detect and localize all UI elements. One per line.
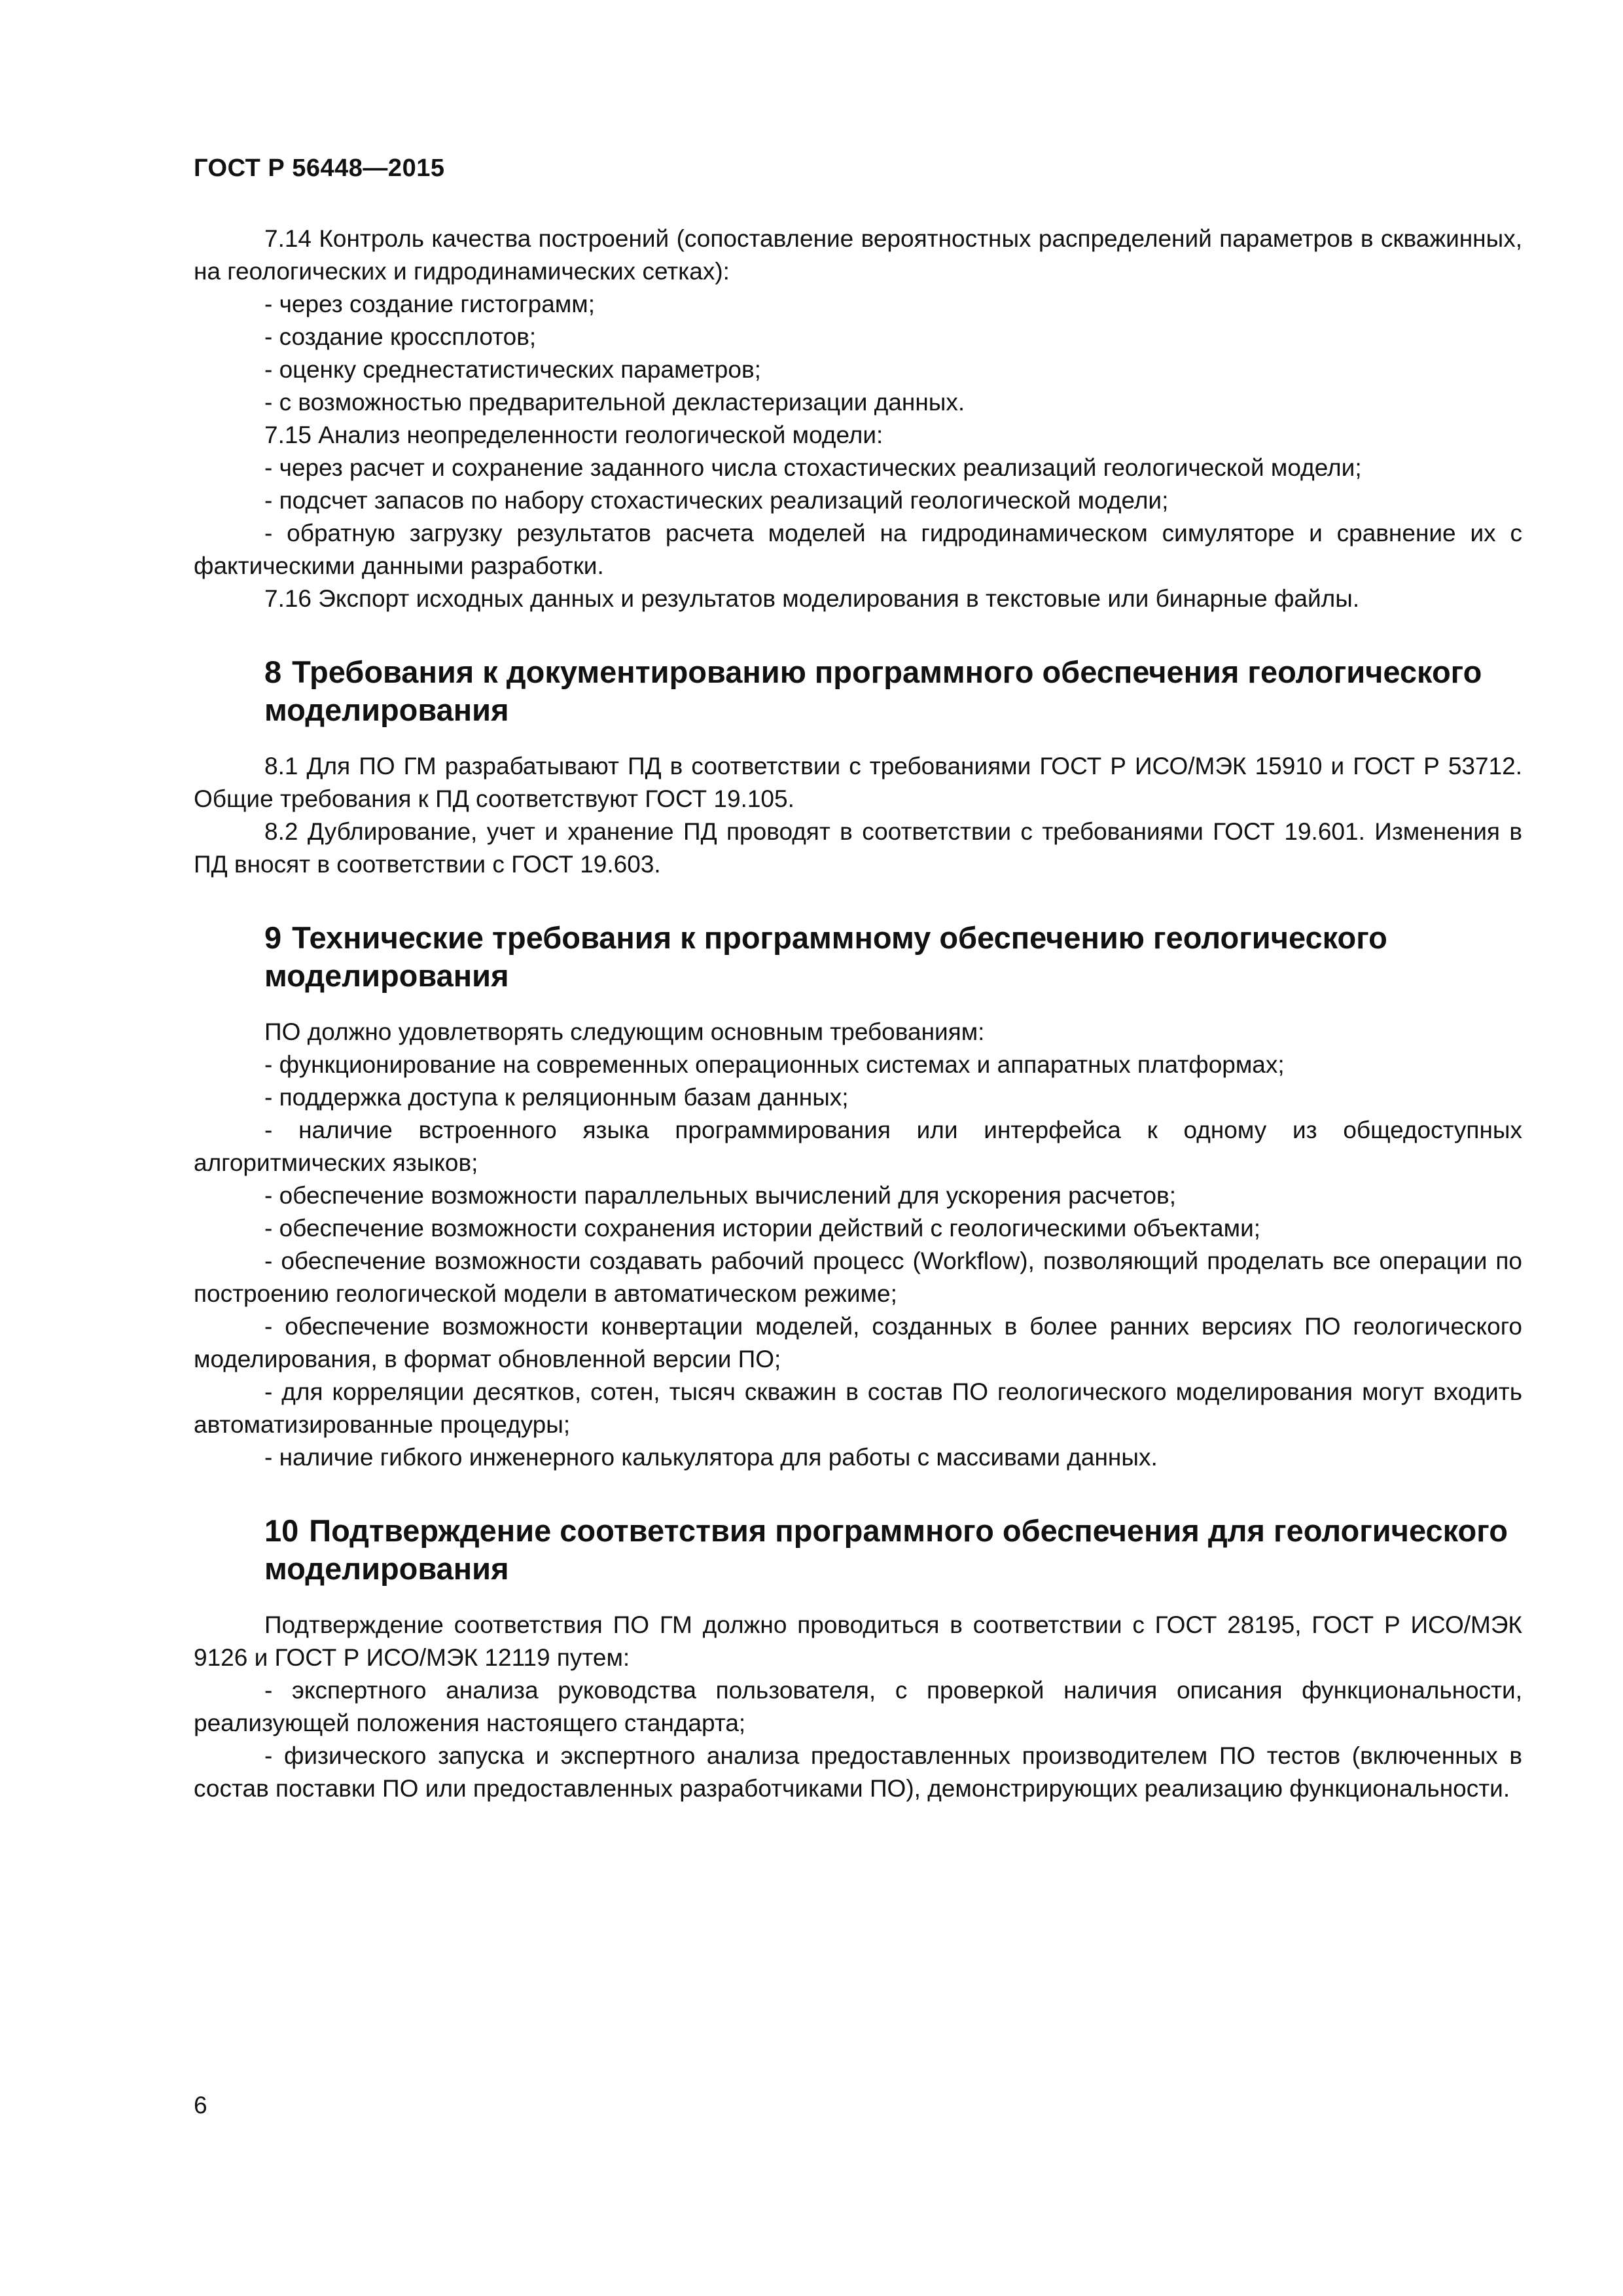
list-item: - для корреляции десятков, сотен, тысяч скважин в состав ПО геологического моделирования могут входить автоматизированные процедуры; xyxy=(194,1378,1522,1438)
section-10-heading xyxy=(264,1512,1522,1588)
page-number: 6 xyxy=(194,2092,207,2119)
list-item: - с возможностью предварительной декластеризации данных. xyxy=(264,389,965,416)
clause-8-1: 8.1 Для ПО ГМ разрабатывают ПД в соответствии с требованиями ГОСТ Р ИСО/МЭК 15910 и ГОСТ Р 53712. Общие требования к ПД соответствуют ГОСТ 19.105. xyxy=(194,753,1522,812)
list-item: - через создание гистограмм; xyxy=(264,291,595,317)
section-8-heading xyxy=(264,653,1522,729)
document-id-header: ГОСТ Р 56448—2015 xyxy=(194,154,445,182)
clause-7-16: 7.16 Экспорт исходных данных и результатов моделирования в текстовые или бинарные файлы. xyxy=(264,585,1360,612)
list-item: - обеспечение возможности параллельных вычислений для ускорения расчетов; xyxy=(264,1182,1176,1209)
clause-8-2: 8.2 Дублирование, учет и хранение ПД проводят в соответствии с требованиями ГОСТ 19.601. Изменения в ПД вносят в соответствии с ГОСТ 19.603. xyxy=(194,818,1522,878)
clause-7-14: 7.14 Контроль качества построений (сопоставление вероятностных распределений параметров в скважинных, на геологических и гидродинамических сетках): xyxy=(194,225,1522,285)
list-item: - экспертного анализа руководства пользователя, с проверкой наличия описания функциональности, реализующей положения настоящего стандарта; xyxy=(194,1677,1522,1736)
list-item: - обеспечение возможности создавать рабочий процесс (Workflow), позволяющий проделать все операции по построению геологической модели в автоматическом режиме; xyxy=(194,1247,1522,1307)
list-item: - поддержка доступа к реляционным базам данных; xyxy=(264,1084,849,1111)
section-number: 10 xyxy=(264,1513,299,1548)
list-item: - подсчет запасов по набору стохастических реализаций геологической модели; xyxy=(264,487,1169,514)
list-item: - обеспечение возможности конвертации моделей, созданных в более ранних версиях ПО геологического моделирования, в формат обновленной версии ПО; xyxy=(194,1313,1522,1372)
list-item: - оценку среднестатистических параметров; xyxy=(264,356,761,383)
list-item: - наличие гибкого инженерного калькулятора для работы с массивами данных. xyxy=(264,1444,1158,1471)
list-item: - обратную загрузку результатов расчета моделей на гидродинамическом симуляторе и сравнение их с фактическими данными разработки. xyxy=(194,520,1522,579)
clause-7-15: 7.15 Анализ неопределенности геологической модели: xyxy=(264,422,883,448)
section-9-heading xyxy=(264,919,1522,995)
section-number: 8 xyxy=(264,655,282,689)
section-title: Технические требования к программному обеспечению геологического моделирования xyxy=(264,920,1387,993)
document-body xyxy=(194,223,1522,1805)
list-item: - наличие встроенного языка программирования или интерфейса к одному из общедоступных алгоритмических языков; xyxy=(194,1117,1522,1176)
list-item: - через расчет и сохранение заданного числа стохастических реализаций геологической модели; xyxy=(264,454,1362,481)
list-item: - физического запуска и экспертного анализа предоставленных производителем ПО тестов (включенных в состав поставки ПО или предоставленных разработчиками ПО), демонстрирующих реализацию функциональности. xyxy=(194,1742,1522,1802)
section-number: 9 xyxy=(264,920,282,955)
section-title: Требования к документированию программного обеспечения геологического моделирования xyxy=(264,655,1482,727)
section-9-intro: ПО должно удовлетворять следующим основным требованиям: xyxy=(264,1018,985,1045)
list-item: - обеспечение возможности сохранения истории действий с геологическими объектами; xyxy=(264,1215,1261,1242)
list-item: - создание кроссплотов; xyxy=(264,323,537,350)
section-title: Подтверждение соответствия программного обеспечения для геологического моделирования xyxy=(264,1513,1508,1586)
list-item: - функционирование на современных операционных системах и аппаратных платформах; xyxy=(264,1051,1285,1078)
section-10-intro: Подтверждение соответствия ПО ГМ должно проводиться в соответствии с ГОСТ 28195, ГОСТ Р ИСО/МЭК 9126 и ГОСТ Р ИСО/МЭК 12119 путем: xyxy=(194,1611,1522,1671)
